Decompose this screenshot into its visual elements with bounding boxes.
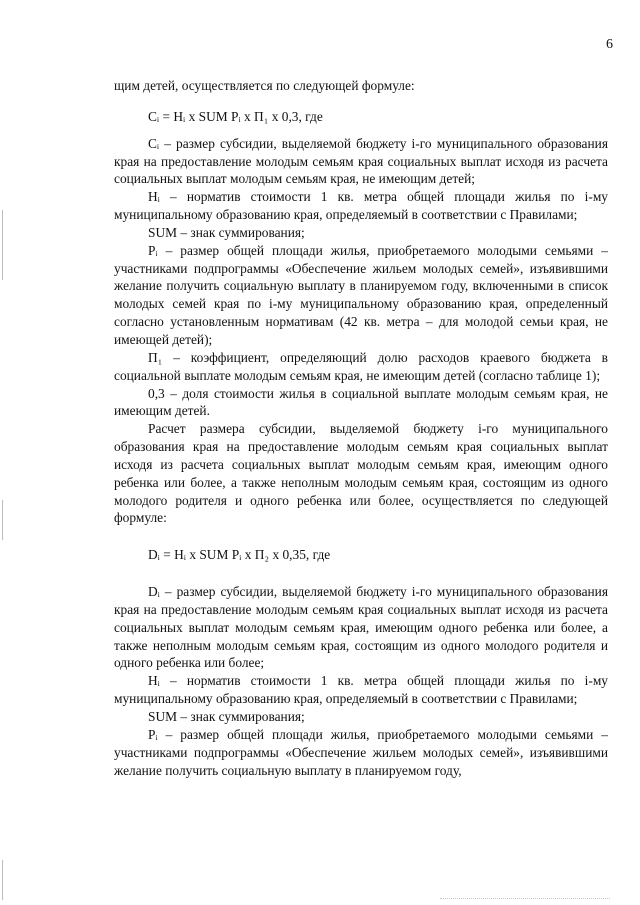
scan-edge-mark: [2, 210, 3, 280]
paragraph-calculation: Расчет размера субсидии, выделяемой бюджету i-го муниципального образования края на предоставление молодым семьям края социальных выплат исходя из расчета социальных выплат молодым семьям края, имеющим одного ребенка или более, а также неполным молодым семьям края, состоящим из одного молодого родителя и одного ребенка или более, осуществляется по следующей формуле:: [114, 421, 608, 526]
formula-c: Cᵢ = Hᵢ x SUM Pᵢ x П₁ x 0,3, где: [148, 108, 323, 124]
bottom-rule: [440, 898, 610, 899]
definition-h: Hᵢ – норматив стоимости 1 кв. метра общей площади жилья по i-му муниципальному образованию края, определяемый в соответствии с Правилами;: [114, 189, 608, 223]
document-body: [114, 77, 608, 779]
definition-share: 0,3 – доля стоимости жилья в социальной выплате молодым семьям края, не имеющим детей.: [114, 385, 608, 419]
definition-sum-2: SUM – знак суммирования;: [148, 709, 305, 724]
definition-p-2: Pᵢ – размер общей площади жилья, приобретаемого молодыми семьями – участниками подпрограммы «Обеспечение жильем молодых семей», изъявившими желание получить социальную выплату в планируемом году,: [114, 726, 608, 778]
definition-k1: П₁ – коэффициент, определяющий долю расходов краевого бюджета в социальной выплате молодым семьям края, не имеющим детей (согласно таблице 1);: [114, 349, 608, 383]
scan-edge-mark: [2, 500, 3, 540]
definition-sum: SUM – знак суммирования;: [148, 224, 305, 240]
formula-d: Dᵢ = Hᵢ x SUM Pᵢ x П₂ x 0,35, где: [148, 547, 331, 563]
scan-edge-mark: [2, 860, 3, 900]
page-number: 6: [606, 37, 613, 52]
definition-c: Cᵢ – размер субсидии, выделяемой бюджету i-го муниципального образования края на предоставление молодым семьям края социальных выплат исходя из расчета социальных выплат молодым семьям края, не имеющим детей;: [114, 135, 608, 187]
paragraph-intro: щим детей, осуществляется по следующей формуле:: [114, 78, 415, 93]
definition-p: Pᵢ – размер общей площади жилья, приобретаемого молодыми семьями – участниками подпрограммы «Обеспечение жильем молодых семей», изъявившими желание получить социальную выплату в планируемом году, включенными в список молодых семей края по i-му муниципальному образованию края, определенный согласно установленным нормативам (42 кв. метра – для молодой семьи края, не имеющей детей);: [114, 242, 608, 347]
definition-h-2: Hᵢ – норматив стоимости 1 кв. метра общей площади жилья по i-му муниципальному образованию края, определяемый в соответствии с Правилами;: [114, 673, 608, 707]
definition-d: Dᵢ – размер субсидии, выделяемой бюджету i-го муниципального образования края на предоставление молодым семьям края социальных выплат исходя из расчета социальных выплат молодым семьям края, имеющим одного ребенка или более, а также неполным молодым семьям края, состоящим из одного молодого родителя и одного ребенка или более;: [114, 584, 608, 671]
